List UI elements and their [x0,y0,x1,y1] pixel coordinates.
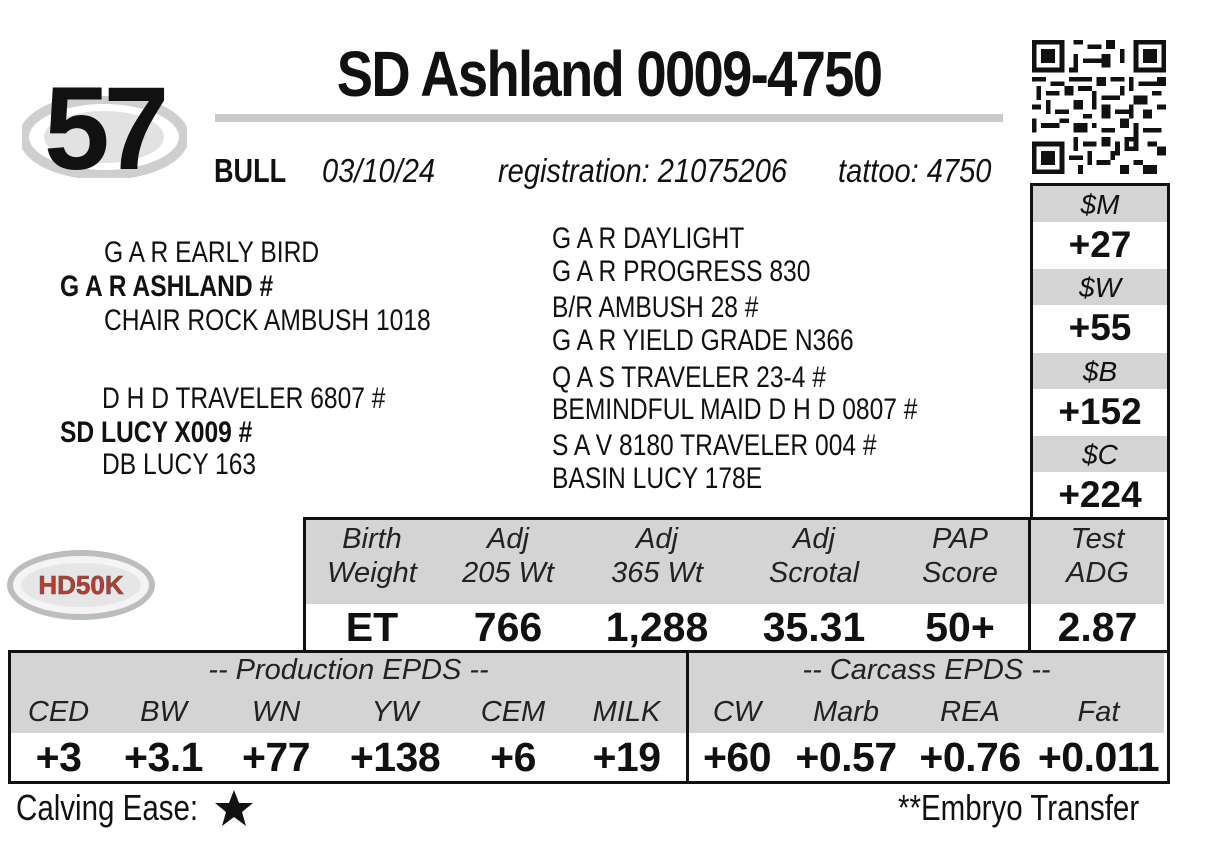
animal-title: SD Ashland 0009-4750 [336,38,882,110]
pedigree-sire: G A R ASHLAND # [60,270,274,303]
index-label-w: $W [1033,269,1167,305]
epd-value-marb: +0.57 [795,734,897,780]
qr-code-icon[interactable] [1032,40,1166,174]
index-value-w: +55 [1033,305,1167,349]
hd50k-badge-icon [5,548,157,622]
epd-header-bw: BW [140,696,187,728]
epd-value-milk: +19 [592,734,661,780]
title-underline [215,114,1003,122]
index-label-c: $C [1033,436,1167,472]
epd-value-rea: +0.76 [919,734,1021,780]
epd-header-yw: YW [371,696,419,728]
tattoo-number: tattoo: 4750 [838,152,992,189]
epd-header-wn: WN [251,696,301,728]
pedigree-extended-1: G A R DAYLIGHT [552,222,745,255]
perf-header-pap-score: PAP Score [922,523,998,589]
perf-value-pap-score: 50+ [925,604,995,650]
epd-value-fat: +0.011 [1037,734,1160,780]
pedigree-dam-sire: D H D TRAVELER 6807 # [102,382,386,415]
perf-header-adj-365: Adj 365 Wt [611,523,703,589]
perf-value-adj-205: 766 [473,604,543,650]
pedigree-extended-6: BEMINDFUL MAID D H D 0807 # [552,393,918,426]
badge-text: HD50K [38,570,124,600]
epd-header-rea: REA [940,696,1000,728]
pedigree-extended-8: BASIN LUCY 178E [552,462,763,495]
pedigree-extended-4: G A R YIELD GRADE N366 [552,324,854,357]
pedigree-sire-dam: CHAIR ROCK AMBUSH 1018 [104,304,431,337]
perf-value-test-adg: 2.87 [1057,604,1138,650]
epd-header-milk: MILK [592,696,661,728]
epd-value-bw: +3.1 [124,734,203,780]
index-value-b: +152 [1033,389,1167,433]
index-value-m: +27 [1033,222,1167,266]
epd-header-cem: CEM [480,696,546,728]
perf-header-adj-205: Adj 205 Wt [462,523,554,589]
pedigree-dam: SD LUCY X009 # [60,416,253,449]
pedigree-extended-2: G A R PROGRESS 830 [552,255,811,288]
pedigree-extended-5: Q A S TRAVELER 23-4 # [552,361,826,394]
carcass-epds-title: -- Carcass EPDS -- [802,654,1051,686]
perf-value-birth-weight: ET [345,604,399,650]
embryo-transfer-note: **Embryo Transfer [898,787,1140,828]
perf-value-adj-365: 1,288 [605,604,709,650]
production-epds-title: -- Production EPDS -- [208,654,489,686]
perf-header-adj-scrotal: Adj Scrotal [768,523,860,589]
lot-number: 57 [44,63,164,195]
pedigree-extended-7: S A V 8180 TRAVELER 004 # [552,429,877,462]
star-icon [214,788,254,828]
epd-value-wn: +77 [241,734,311,780]
index-value-c: +224 [1033,472,1167,516]
pedigree-extended-3: B/R AMBUSH 28 # [552,291,759,324]
birth-date: 03/10/24 [322,152,436,189]
index-label-m: $M [1033,186,1167,222]
perf-header-test-adg: Test ADG [1066,523,1129,589]
epd-value-ced: +3 [35,734,82,780]
epd-header-fat: Fat [1077,696,1120,728]
index-label-b: $B [1033,353,1167,389]
epd-value-cw: +60 [702,734,772,780]
epd-header-marb: Marb [812,696,880,728]
epd-header-ced: CED [27,696,90,728]
animal-sex: BULL [214,152,287,189]
calving-ease-label: Calving Ease: [16,787,199,828]
perf-value-adj-scrotal: 35.31 [762,604,866,650]
registration-number: registration: 21075206 [498,152,787,189]
perf-header-birth-weight: Birth Weight [327,523,417,589]
dollar-index-panel [1030,183,1170,520]
pedigree-dam-dam: DB LUCY 163 [102,448,257,481]
epd-value-cem: +6 [490,734,536,780]
epd-header-cw: CW [712,696,762,728]
epd-value-yw: +138 [349,734,441,780]
pedigree-sire-sire: G A R EARLY BIRD [104,236,320,269]
